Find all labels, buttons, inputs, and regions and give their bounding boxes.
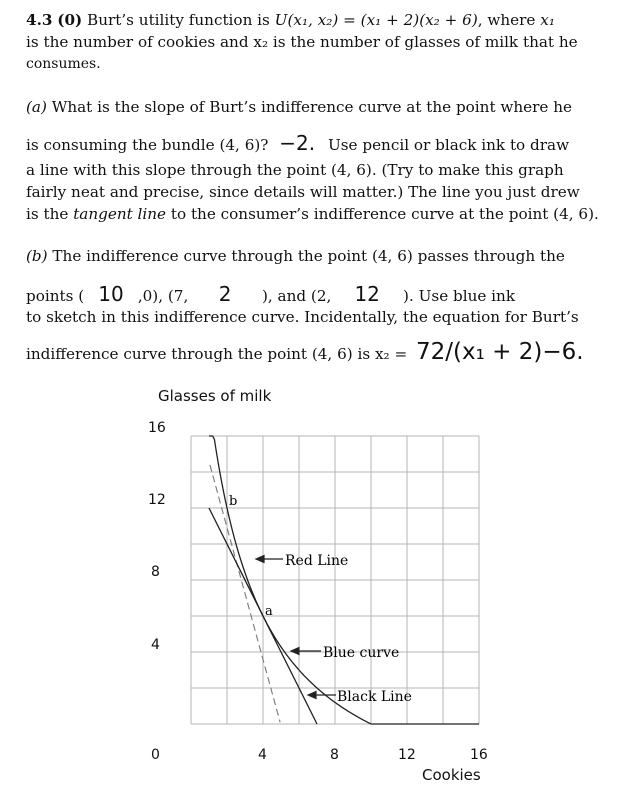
red-line-arrow <box>256 556 283 563</box>
origin-tick-label: 0 <box>151 747 160 763</box>
point-a-label: a <box>265 604 273 619</box>
part-b-question-4: indifference curve through the point (4, 6) is x₂ = <box>26 345 408 363</box>
part-a-answer-slope: −2. <box>279 131 316 155</box>
problem-line-3: consumes. <box>26 56 101 72</box>
utility-function: U(x₁, x₂) = (x₁ + 2)(x₂ + 6) <box>274 11 478 29</box>
blue-curve-arrow <box>291 648 321 655</box>
part-a-question-1: What is the slope of Burt’s indifference curve at the point where he <box>51 98 572 116</box>
x-tick-label: 8 <box>330 747 339 763</box>
part-b-question-2-end: ). Use blue ink <box>403 287 516 305</box>
y-tick-label: 4 <box>151 637 160 653</box>
x-axis-title: Cookies <box>422 766 481 784</box>
part-a-line-4: fairly neat and precise, since details will matter.) The line you just drew <box>26 183 580 201</box>
red-line-label: Red Line <box>285 553 349 569</box>
red-dashed-line <box>210 465 280 722</box>
problem-number: 4.3 <box>26 11 53 29</box>
part-a-question-2a: is consuming the bundle (4, 6)? <box>26 136 269 154</box>
part-b-answer-2: 2 <box>218 282 232 306</box>
intro-text-1: Burt’s utility function is <box>87 11 270 29</box>
part-a-question-2b: Use pencil or black ink to draw <box>327 136 570 154</box>
part-b-question-1: The indifference curve through the point (4, 6) passes through the <box>52 247 565 265</box>
x-tick-label: 4 <box>258 747 267 763</box>
y-tick-label: 16 <box>148 420 166 436</box>
intro-text-2: , where <box>477 11 536 29</box>
x-tick-label: 12 <box>398 747 416 763</box>
part-a-question-5a: is the <box>26 205 69 223</box>
part-b-points-open: points ( <box>26 287 85 305</box>
problem-line-2: is the number of cookies and x₂ is the number of glasses of milk that he <box>26 33 578 51</box>
y-tick-label: 8 <box>151 564 160 580</box>
grid <box>191 436 479 724</box>
part-b-equation-answer: 72/(x₁ + 2)−6. <box>416 339 584 365</box>
part-a-tangent-line-term: tangent line <box>73 205 167 223</box>
part-a-question-5b: to the consumer’s indifference curve at the point (4, 6). <box>170 205 599 223</box>
part-b-line-3: to sketch in this indifference curve. Incidentally, the equation for Burt’s <box>26 308 579 326</box>
part-b-answer-1: 10 <box>98 282 124 306</box>
x1-symbol: x₁ <box>540 11 555 29</box>
x-tick-label: 16 <box>470 747 488 763</box>
black-line-label: Black Line <box>337 689 412 705</box>
point-b-label: b <box>229 494 238 509</box>
blue-curve-label: Blue curve <box>323 645 400 661</box>
part-b-mid-1: ,0), (7, <box>137 287 189 305</box>
y-axis-title: Glasses of milk <box>158 387 272 405</box>
part-b-mid-2: ), and (2, <box>261 287 332 305</box>
part-b-answer-3: 12 <box>354 282 380 306</box>
part-a-line-3: a line with this slope through the point (4, 6). (Try to make this graph <box>26 161 564 179</box>
part-a-label: (a) <box>26 98 47 116</box>
y-tick-label: 12 <box>148 492 166 508</box>
problem-points: (0) <box>57 11 83 29</box>
part-b-label: (b) <box>26 247 48 265</box>
